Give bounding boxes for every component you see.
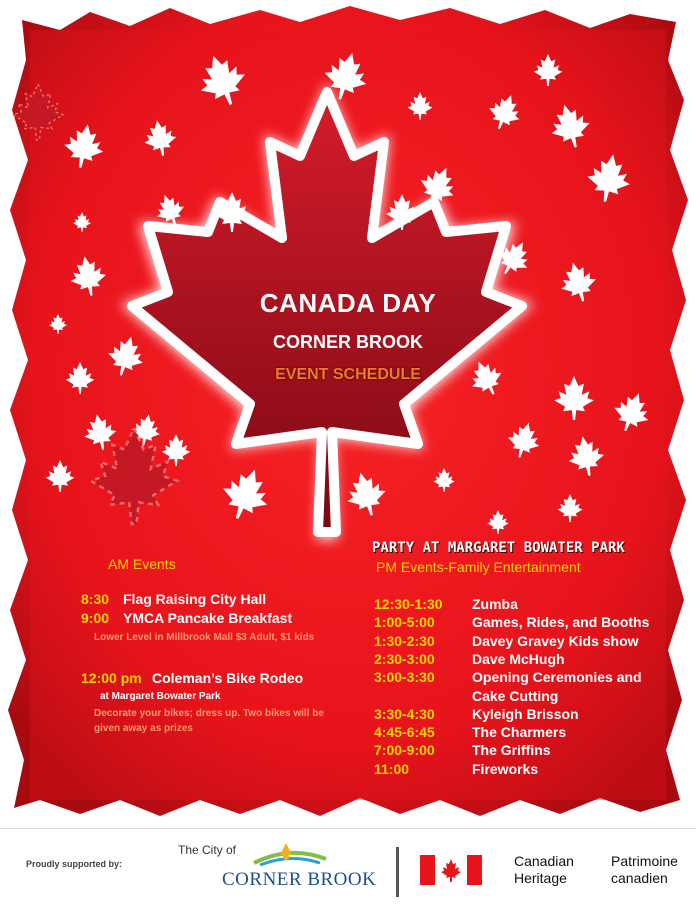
heritage-fr-line2: canadien xyxy=(611,870,668,886)
sponsor-footer xyxy=(0,828,696,906)
pm-event: Davey Gravey Kids show xyxy=(472,633,639,649)
event-schedule-label: EVENT SCHEDULE xyxy=(275,366,421,383)
heritage-en-line2: Heritage xyxy=(514,870,567,886)
am-time: 9:00 xyxy=(81,610,110,626)
rodeo-note: Decorate your bikes; dress up. Two bikes will be xyxy=(94,708,324,719)
pm-events-heading: PM Events-Family Entertainment xyxy=(376,559,581,575)
pm-event: Opening Ceremonies and xyxy=(472,669,642,685)
poster-title: CANADA DAY xyxy=(259,288,437,318)
pm-time: 1:30-2:30 xyxy=(374,633,435,649)
poster-subtitle: CORNER BROOK xyxy=(272,332,423,352)
pm-time: 7:00-9:00 xyxy=(374,742,435,758)
am-event: YMCA Pancake Breakfast xyxy=(123,610,293,626)
pm-event: Zumba xyxy=(472,596,518,612)
am-event: Flag Raising City Hall xyxy=(123,591,267,607)
am-time: 8:30 xyxy=(81,591,110,607)
city-of-text: The City of xyxy=(178,843,237,857)
city-name-text: CORNER BROOK xyxy=(222,869,377,890)
pm-time: 4:45-6:45 xyxy=(374,724,435,740)
pm-event: Games, Rides, and Booths xyxy=(472,614,650,630)
pm-event: The Griffins xyxy=(472,742,551,758)
pm-time: 2:30-3:00 xyxy=(374,651,435,667)
pm-event: Dave McHugh xyxy=(472,651,565,667)
heritage-fr-line1: Patrimoine xyxy=(611,853,678,869)
heritage-en-line1: Canadian xyxy=(514,853,574,869)
pm-event: Cake Cutting xyxy=(472,688,559,704)
pm-time: 3:30-4:30 xyxy=(374,706,435,722)
corner-brook-logo-icon xyxy=(250,841,330,869)
pm-time: 1:00-5:00 xyxy=(374,614,435,630)
footer-divider xyxy=(396,847,399,897)
pm-time: 11:00 xyxy=(374,761,410,777)
pm-event: The Charmers xyxy=(472,724,567,740)
pm-event: Fireworks xyxy=(472,761,539,777)
pancake-note: Lower Level in Millbrook Mall $3 Adult, $1 kids xyxy=(94,632,315,643)
rodeo-note: given away as prizes xyxy=(94,723,193,734)
supported-by-label: Proudly supported by: xyxy=(26,859,123,869)
pm-time: 3:00-3:30 xyxy=(374,669,435,685)
pm-time: 12:30-1:30 xyxy=(374,596,443,612)
rodeo-location: at Margaret Bowater Park xyxy=(100,691,221,702)
rodeo-label: Coleman’s Bike Rodeo xyxy=(152,670,304,686)
party-heading: PARTY AT MARGARET BOWATER PARK xyxy=(372,540,625,556)
pm-event: Kyleigh Brisson xyxy=(472,706,579,722)
rodeo-time: 12:00 pm xyxy=(81,670,142,686)
am-events-heading: AM Events xyxy=(108,556,176,572)
canada-flag-icon xyxy=(420,855,482,885)
